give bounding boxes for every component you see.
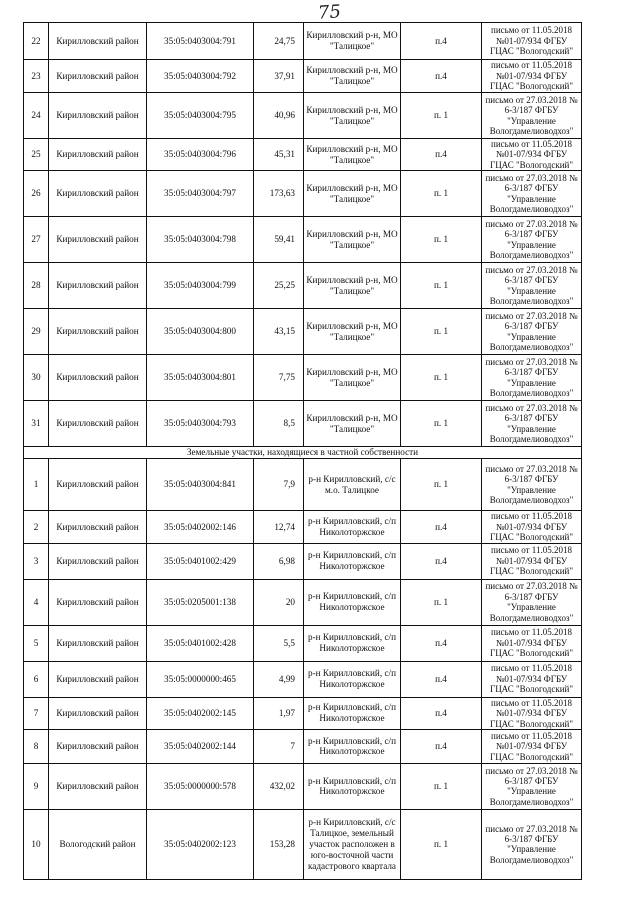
section-heading-row bbox=[24, 447, 582, 459]
clause-cell: п.4 bbox=[401, 23, 482, 60]
row-number: 27 bbox=[24, 217, 49, 263]
district-cell: Кирилловский район bbox=[49, 23, 147, 60]
location-cell: Кирилловский р-н, МО "Талицкое" bbox=[304, 23, 401, 60]
section-heading: Земельные участки, находящиеся в частной собственности bbox=[24, 447, 582, 459]
location-cell: р-н Кирилловский, с/п Николоторжское bbox=[304, 763, 401, 809]
area-value: 25,25 bbox=[254, 263, 304, 309]
area-value: 5,5 bbox=[254, 625, 304, 661]
row-number: 23 bbox=[24, 60, 49, 93]
district-cell: Кирилловский район bbox=[49, 697, 147, 729]
area-value: 7,9 bbox=[254, 459, 304, 511]
location-cell: р-н Кирилловский, с/п Николоторжское bbox=[304, 729, 401, 763]
district-cell: Кирилловский район bbox=[49, 93, 147, 139]
cadastral-number: 35:05:0401002:429 bbox=[147, 543, 254, 579]
letter-reference: письмо от 11.05.2018 №01-07/934 ФГБУ ГЦАС "Вологодский" bbox=[482, 511, 582, 543]
cadastral-number: 35:05:0403004:841 bbox=[147, 459, 254, 511]
district-cell: Кирилловский район bbox=[49, 60, 147, 93]
table-row bbox=[24, 697, 582, 729]
letter-reference: письмо от 27.03.2018 № 6-3/187 ФГБУ "Управление Вологдамелиоводхоз" bbox=[482, 93, 582, 139]
table-row bbox=[24, 309, 582, 355]
clause-cell: п.4 bbox=[401, 697, 482, 729]
table-section-b bbox=[24, 459, 582, 880]
cadastral-number: 35:05:0403004:795 bbox=[147, 93, 254, 139]
location-cell: р-н Кирилловский, с/с м.о. Талицкое bbox=[304, 459, 401, 511]
letter-reference: письмо от 11.05.2018 №01-07/934 ФГБУ ГЦАС "Вологодский" bbox=[482, 139, 582, 171]
location-cell: Кирилловский р-н, МО "Талицкое" bbox=[304, 60, 401, 93]
district-cell: Кирилловский район bbox=[49, 763, 147, 809]
page-number: 75 bbox=[317, 1, 342, 24]
district-cell: Кирилловский район bbox=[49, 661, 147, 697]
clause-cell: п. 1 bbox=[401, 93, 482, 139]
district-cell: Кирилловский район bbox=[49, 171, 147, 217]
row-number: 3 bbox=[24, 543, 49, 579]
clause-cell: п. 1 bbox=[401, 763, 482, 809]
land-plots-table bbox=[23, 22, 582, 880]
table-row bbox=[24, 625, 582, 661]
district-cell: Кирилловский район bbox=[49, 459, 147, 511]
area-value: 4,99 bbox=[254, 661, 304, 697]
table-row bbox=[24, 93, 582, 139]
row-number: 29 bbox=[24, 309, 49, 355]
table-row bbox=[24, 579, 582, 625]
area-value: 1,97 bbox=[254, 697, 304, 729]
letter-reference: письмо от 11.05.2018 №01-07/934 ФГБУ ГЦАС "Вологодский" bbox=[482, 697, 582, 729]
cadastral-number: 35:05:0403004:798 bbox=[147, 217, 254, 263]
letter-reference: письмо от 27.03.2018 № 6-3/187 ФГБУ "Управление Вологдамелиоводхоз" bbox=[482, 459, 582, 511]
letter-reference: письмо от 27.03.2018 № 6-3/187 ФГБУ "Управление Вологдамелиоводхоз" bbox=[482, 809, 582, 879]
clause-cell: п. 1 bbox=[401, 401, 482, 447]
cadastral-number: 35:05:0402002:146 bbox=[147, 511, 254, 543]
table-row bbox=[24, 809, 582, 879]
table-row bbox=[24, 763, 582, 809]
table-row bbox=[24, 217, 582, 263]
table-section-heading bbox=[24, 447, 582, 459]
letter-reference: письмо от 27.03.2018 № 6-3/187 ФГБУ "Управление Вологдамелиоводхоз" bbox=[482, 263, 582, 309]
district-cell: Кирилловский район bbox=[49, 401, 147, 447]
row-number: 10 bbox=[24, 809, 49, 879]
clause-cell: п.4 bbox=[401, 625, 482, 661]
area-value: 43,15 bbox=[254, 309, 304, 355]
letter-reference: письмо от 11.05.2018 №01-07/934 ФГБУ ГЦАС "Вологодский" bbox=[482, 23, 582, 60]
location-cell: р-н Кирилловский, с/п Николоторжское bbox=[304, 579, 401, 625]
location-cell: Кирилловский р-н, МО "Талицкое" bbox=[304, 93, 401, 139]
table-row bbox=[24, 729, 582, 763]
row-number: 2 bbox=[24, 511, 49, 543]
letter-reference: письмо от 27.03.2018 № 6-3/187 ФГБУ "Управление Вологдамелиоводхоз" bbox=[482, 217, 582, 263]
district-cell: Кирилловский район bbox=[49, 729, 147, 763]
letter-reference: письмо от 11.05.2018 №01-07/934 ФГБУ ГЦАС "Вологодский" bbox=[482, 543, 582, 579]
clause-cell: п.4 bbox=[401, 543, 482, 579]
row-number: 30 bbox=[24, 355, 49, 401]
location-cell: Кирилловский р-н, МО "Талицкое" bbox=[304, 139, 401, 171]
location-cell: Кирилловский р-н, МО "Талицкое" bbox=[304, 171, 401, 217]
district-cell: Кирилловский район bbox=[49, 579, 147, 625]
area-value: 24,75 bbox=[254, 23, 304, 60]
cadastral-number: 35:05:0403004:799 bbox=[147, 263, 254, 309]
area-value: 45,31 bbox=[254, 139, 304, 171]
letter-reference: письмо от 11.05.2018 №01-07/934 ФГБУ ГЦАС "Вологодский" bbox=[482, 729, 582, 763]
area-value: 12,74 bbox=[254, 511, 304, 543]
location-cell: Кирилловский р-н, МО "Талицкое" bbox=[304, 401, 401, 447]
district-cell: Кирилловский район bbox=[49, 625, 147, 661]
letter-reference: письмо от 11.05.2018 №01-07/934 ФГБУ ГЦАС "Вологодский" bbox=[482, 60, 582, 93]
cadastral-number: 35:05:0205001:138 bbox=[147, 579, 254, 625]
cadastral-number: 35:05:0402002:145 bbox=[147, 697, 254, 729]
clause-cell: п. 1 bbox=[401, 809, 482, 879]
row-number: 25 bbox=[24, 139, 49, 171]
district-cell: Кирилловский район bbox=[49, 263, 147, 309]
district-cell: Кирилловский район bbox=[49, 355, 147, 401]
district-cell: Кирилловский район bbox=[49, 217, 147, 263]
table-row bbox=[24, 661, 582, 697]
letter-reference: письмо от 27.03.2018 № 6-3/187 ФГБУ "Управление Вологдамелиоводхоз" bbox=[482, 763, 582, 809]
clause-cell: п. 1 bbox=[401, 579, 482, 625]
clause-cell: п. 1 bbox=[401, 459, 482, 511]
cadastral-number: 35:05:0403004:797 bbox=[147, 171, 254, 217]
letter-reference: письмо от 27.03.2018 № 6-3/187 ФГБУ "Управление Вологдамелиоводхоз" bbox=[482, 355, 582, 401]
table-row bbox=[24, 60, 582, 93]
clause-cell: п.4 bbox=[401, 729, 482, 763]
row-number: 5 bbox=[24, 625, 49, 661]
table-row bbox=[24, 263, 582, 309]
cadastral-number: 35:05:0403004:792 bbox=[147, 60, 254, 93]
area-value: 37,91 bbox=[254, 60, 304, 93]
row-number: 8 bbox=[24, 729, 49, 763]
table-row bbox=[24, 355, 582, 401]
table-row bbox=[24, 511, 582, 543]
table-row bbox=[24, 459, 582, 511]
area-value: 7,75 bbox=[254, 355, 304, 401]
area-value: 432,02 bbox=[254, 763, 304, 809]
district-cell: Кирилловский район bbox=[49, 543, 147, 579]
district-cell: Кирилловский район bbox=[49, 309, 147, 355]
location-cell: Кирилловский р-н, МО "Талицкое" bbox=[304, 355, 401, 401]
area-value: 153,28 bbox=[254, 809, 304, 879]
row-number: 22 bbox=[24, 23, 49, 60]
table-section-a bbox=[24, 23, 582, 447]
table-row bbox=[24, 23, 582, 60]
cadastral-number: 35:05:0403004:801 bbox=[147, 355, 254, 401]
cadastral-number: 35:05:0000000:465 bbox=[147, 661, 254, 697]
letter-reference: письмо от 27.03.2018 № 6-3/187 ФГБУ "Управление Вологдамелиоводхоз" bbox=[482, 401, 582, 447]
clause-cell: п.4 bbox=[401, 661, 482, 697]
row-number: 6 bbox=[24, 661, 49, 697]
letter-reference: письмо от 27.03.2018 № 6-3/187 ФГБУ "Управление Вологдамелиоводхоз" bbox=[482, 579, 582, 625]
table-row bbox=[24, 171, 582, 217]
area-value: 59,41 bbox=[254, 217, 304, 263]
cadastral-number: 35:05:0401002:428 bbox=[147, 625, 254, 661]
location-cell: Кирилловский р-н, МО "Талицкое" bbox=[304, 217, 401, 263]
location-cell: Кирилловский р-н, МО "Талицкое" bbox=[304, 263, 401, 309]
cadastral-number: 35:05:0402002:144 bbox=[147, 729, 254, 763]
row-number: 28 bbox=[24, 263, 49, 309]
location-cell: р-н Кирилловский, с/п Николоторжское bbox=[304, 511, 401, 543]
cadastral-number: 35:05:0403004:796 bbox=[147, 139, 254, 171]
location-cell: р-н Кирилловский, с/с Талицкое, земельный участок расположен в юго-восточной части кадастрового квартала bbox=[304, 809, 401, 879]
area-value: 40,96 bbox=[254, 93, 304, 139]
cadastral-number: 35:05:0403004:800 bbox=[147, 309, 254, 355]
letter-reference: письмо от 27.03.2018 № 6-3/187 ФГБУ "Управление Вологдамелиоводхоз" bbox=[482, 309, 582, 355]
table-row bbox=[24, 543, 582, 579]
row-number: 26 bbox=[24, 171, 49, 217]
clause-cell: п. 1 bbox=[401, 355, 482, 401]
cadastral-number: 35:05:0403004:791 bbox=[147, 23, 254, 60]
cadastral-number: 35:05:0403004:793 bbox=[147, 401, 254, 447]
area-value: 6,98 bbox=[254, 543, 304, 579]
clause-cell: п. 1 bbox=[401, 171, 482, 217]
letter-reference: письмо от 11.05.2018 №01-07/934 ФГБУ ГЦАС "Вологодский" bbox=[482, 625, 582, 661]
clause-cell: п.4 bbox=[401, 511, 482, 543]
row-number: 7 bbox=[24, 697, 49, 729]
row-number: 4 bbox=[24, 579, 49, 625]
district-cell: Вологодский район bbox=[49, 809, 147, 879]
letter-reference: письмо от 27.03.2018 № 6-3/187 ФГБУ "Управление Вологдамелиоводхоз" bbox=[482, 171, 582, 217]
cadastral-number: 35:05:0402002:123 bbox=[147, 809, 254, 879]
clause-cell: п. 1 bbox=[401, 309, 482, 355]
district-cell: Кирилловский район bbox=[49, 139, 147, 171]
location-cell: р-н Кирилловский, с/п Николоторжское bbox=[304, 661, 401, 697]
clause-cell: п. 1 bbox=[401, 263, 482, 309]
row-number: 31 bbox=[24, 401, 49, 447]
clause-cell: п. 1 bbox=[401, 217, 482, 263]
letter-reference: письмо от 11.05.2018 №01-07/934 ФГБУ ГЦАС "Вологодский" bbox=[482, 661, 582, 697]
location-cell: р-н Кирилловский, с/п Николоторжское bbox=[304, 697, 401, 729]
location-cell: Кирилловский р-н, МО "Талицкое" bbox=[304, 309, 401, 355]
area-value: 20 bbox=[254, 579, 304, 625]
area-value: 173,63 bbox=[254, 171, 304, 217]
location-cell: р-н Кирилловский, с/п Николоторжское bbox=[304, 543, 401, 579]
cadastral-number: 35:05:0000000:578 bbox=[147, 763, 254, 809]
location-cell: р-н Кирилловский, с/п Николоторжское bbox=[304, 625, 401, 661]
clause-cell: п.4 bbox=[401, 60, 482, 93]
row-number: 24 bbox=[24, 93, 49, 139]
row-number: 1 bbox=[24, 459, 49, 511]
table-row bbox=[24, 401, 582, 447]
district-cell: Кирилловский район bbox=[49, 511, 147, 543]
table-row bbox=[24, 139, 582, 171]
row-number: 9 bbox=[24, 763, 49, 809]
area-value: 8,5 bbox=[254, 401, 304, 447]
clause-cell: п.4 bbox=[401, 139, 482, 171]
area-value: 7 bbox=[254, 729, 304, 763]
